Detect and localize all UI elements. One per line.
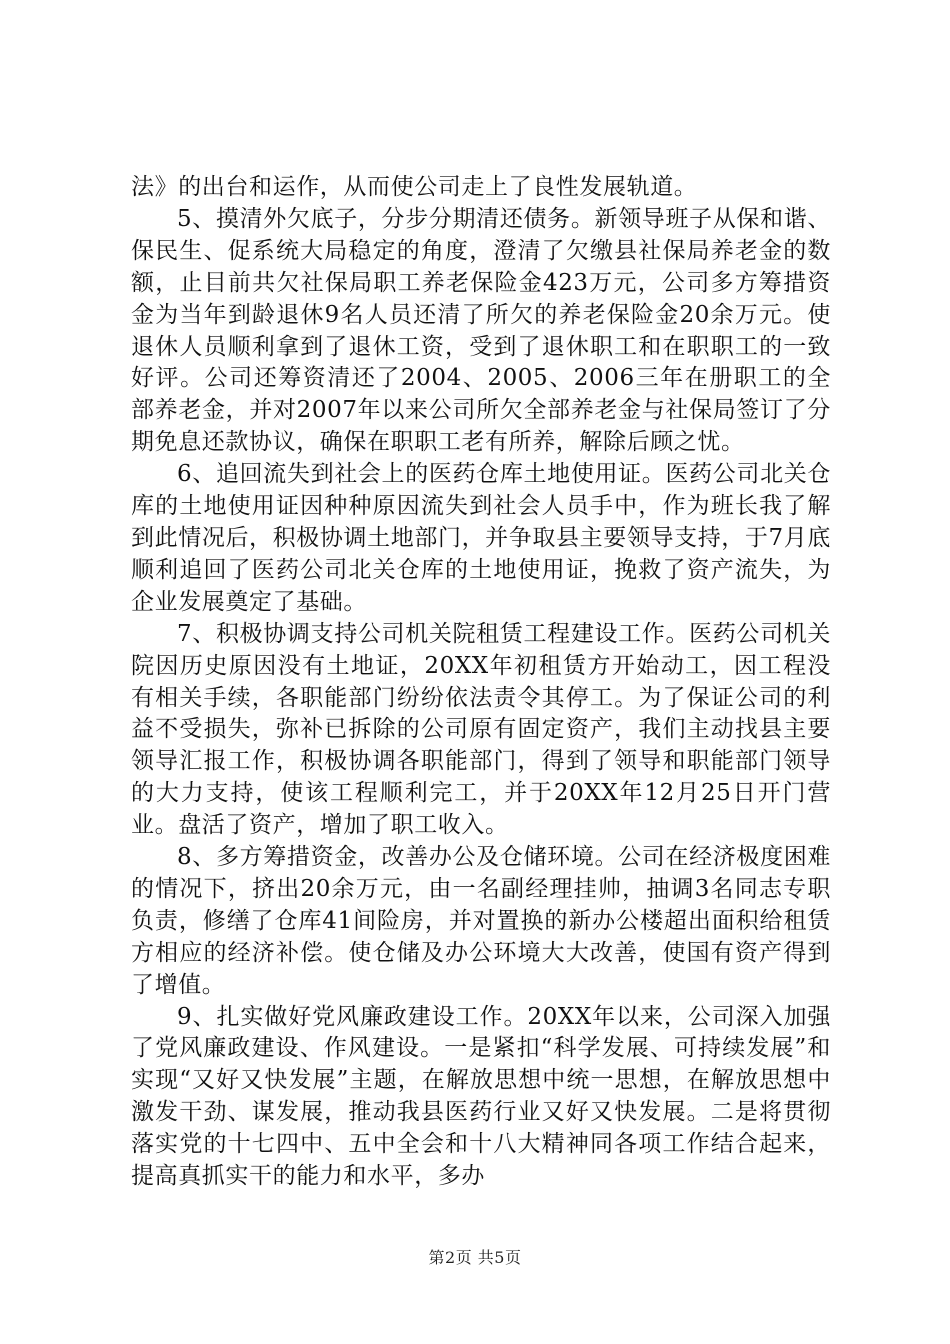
paragraph-continuation: 法》的出台和运作，从而使公司走上了良性发展轨道。 [131, 174, 698, 200]
paragraph-item-8: 8、多方筹措资金，改善办公及仓储环境。公司在经济极度困难的情况下，挤出20余万元，由一名副经理挂帅，抽调3名同志专职负责，修缮了仓库41间险房，并对置换的新办公楼超出面积给租赁方相应的经济补偿。使仓储及办公环境大大改善，使国有资产得到了增值。 [131, 844, 831, 998]
document-body [131, 172, 831, 1193]
page-number-footer: 第2页 共5页 [428, 1248, 522, 1267]
paragraph-item-7: 7、积极协调支持公司机关院租赁工程建设工作。医药公司机关院因历史原因没有土地证，20XX年初租赁方开始动工，因工程没有相关手续，各职能部门纷纷依法责令其停工。为了保证公司的利益不受损失，弥补已拆除的公司原有固定资产，我们主动找县主要领导汇报工作，积极协调各职能部门，得到了领导和职能部门领导的大力支持，使该工程顺利完工，并于20XX年12月25日开门营业。盘活了资产，增加了职工收入。 [131, 620, 831, 839]
paragraph-item-9: 9、扎实做好党风廉政建设工作。20XX年以来，公司深入加强了党风廉政建设、作风建设。一是紧扣“科学发展、可持续发展”和实现“又好又快发展”主题，在解放思想中统一思想，在解放思想中激发干劲、谋发展，推动我县医药行业又好又快发展。二是将贯彻落实党的十七四中、五中全会和十八大精神同各项工作结合起来，提高真抓实干的能力和水平，多办 [131, 1003, 831, 1190]
paragraph-item-6: 6、追回流失到社会上的医药仓库土地使用证。医药公司北关仓库的土地使用证因种种原因流失到社会人员手中，作为班长我了解到此情况后，积极协调土地部门，并争取县主要领导支持，于7月底顺利追回了医药公司北关仓库的土地使用证，挽救了资产流失，为企业发展奠定了基础。 [131, 461, 831, 615]
paragraph-item-5: 5、摸清外欠底子，分步分期清还债务。新领导班子从保和谐、保民生、促系统大局稳定的角度，澄清了欠缴县社保局养老金的数额，止目前共欠社保局职工养老保险金423万元，公司多方筹措资金为当年到龄退休9名人员还清了所欠的养老保险金20余万元。使退休人员顺利拿到了退休工资，受到了退休职工和在职职工的一致好评。公司还筹资清还了2004、2005、2006三年在册职工的全部养老金，并对2007年以来公司所欠全部养老金与社保局签订了分期免息还款协议，确保在职职工老有所养，解除后顾之忧。 [131, 205, 831, 456]
